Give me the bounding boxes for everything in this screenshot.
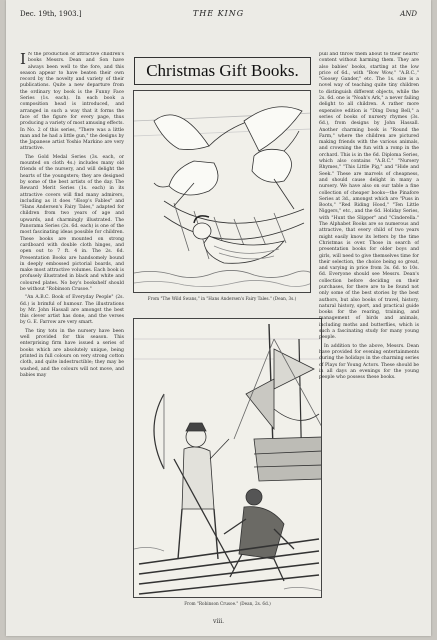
magazine-page xyxy=(6,0,431,636)
right-column xyxy=(319,52,419,602)
left-paragraph: The Gold Medal Series (3s. each, or mounted on cloth 4s.) includes many old friends of the nursery, and will delight the hearts of the youngsters; they are designed by some of the best artists of the day. The Reward Merit Series (1s. each) in its attractive covers will find many admirers, including as it does "Æsop's Fables" and "Hans Andersen's Fairy Tales," adapted for children from two years of age and upwards, and charmingly illustrated. The Panorama Series (2s. 6d. each) is one of the most fascinating ideas possible for children. These books are mounted on strong cardboard with double cloth hinges, and open out to 7 ft. 4 in. The 2s. 6d. Presentation Books are handsomely bound in deeply embossed pictorial boards, and make most attractive volumes. Each book is profusely illustrated in black and white and coloured plates. No boy's bookshelf should be without "Robinson Crusoe." xyxy=(20,154,124,292)
left-column xyxy=(20,52,124,602)
robinson-crusoe-illustration xyxy=(133,318,322,598)
wild-swans-illustration xyxy=(133,90,311,293)
wild-swans-caption: From "The Wild Swans," in "Hans Andersen's Fairy Tales." (Dean, 3s.) xyxy=(147,296,297,301)
drop-cap: I xyxy=(20,52,26,68)
left-paragraph: N the production of attractive children's books Messrs. Dean and Son have always been well to the fore, and this season appear to have beaten their own record by the novelty and variety of their publications. Quite a new departure from the ordinary toy book is the Funny Face Series (1s. each). In each book a composition head is introduced, and arranged in such a way that it forms the face of the figure for every page, thus producing a variety of most amusing effects. In No. 2 of this series, "There was a little man and he had a little gun," the designs by the Japanese artist Yoshio Markino are very attractive. xyxy=(20,52,124,152)
page-number: viii. xyxy=(212,618,225,625)
left-paragraph: The tiny tots in the nursery have been well provided for this season. This enterprising firm have issued a series of books which are absolutely unique, being printed in full colours on very strong cotton cloth, and quite indestructible; they may be washed, and the colours will not move, and babies may xyxy=(20,328,124,378)
robinson-crusoe-caption: From "Robinson Crusoe." (Dean, 2s. 6d.) xyxy=(184,601,271,606)
wild-swans-drawing xyxy=(134,91,311,293)
right-paragraph: pull and throw them about to their hearts' content without harming them. They are also babies' books, starting at the low price of 6d., with "Bow Wow," "A.B.C.," "Goosey Gander," etc. The 1s. size is a novel way of teaching quite tiny children to distinguish different objects, while the 2s. 6d. one is "Noah's Ark," a never failing delight to all children. A rather more expensive edition is "Ding Dong Bell," a series of books of nursery rhymes (3s. 6d.), from designs by John Hassall. Another charming book is "Round the Farm," where the children are pictured making friends with the various animals, and crowning the fun with a romp in the orchard. This is in the 6d. Diploma Series, which also contains "A.B.C." "Nursery Rhymes," "This Little Pig," and "Hide and Seek." These are marvels of cheapness, and should cause delight in many a nursery. We have also on our table a fine collection of cheaper books—the Pinafore Series at 3d., amongst which are "Puss in Boots," "Red Riding Hood," "Ten Little Niggers," etc., and the 6d. Holiday Series, with "Hunt the Slipper" and "Cinderella." The Alphabet Books are so numerous and attractive, that every child of two years might easily know its letters by the time Christmas is over. Those in search of presentation books for older boys and girls, will need to give themselves time for their selection, the choice being so great, and varying in price from 3s. 6d. to 10s. 6d. Everyone should see Messrs. Dean's collection before deciding on their purchases, for there are to be found not only some of the best stories by the best authors, but also books of travel, history, natural history, sport, and practical guide books for the rearing, training, and management of birds and animals, including moths and butterflies, which is such a fascinating study for many young people. xyxy=(319,52,419,341)
left-paragraph: "An A.B.C. Book of Everyday People" (2s. 6d.) is brimful of humour. The illustrations by Mr. John Hassall are amongst the best this clever artist has done, and the verses by G. E. Farrow are very smart. xyxy=(20,295,124,326)
right-paragraph: In addition to the above, Messrs. Dean have provided for evening entertainments during the holidays in the charming series of Plays for Young Actors. These should be in all days an evenings for the young people who possess these books. xyxy=(319,343,419,381)
header-date: Dec. 19th, 1903.] xyxy=(20,10,82,18)
header-title: THE KING xyxy=(192,9,245,18)
article-heading-box xyxy=(134,57,311,85)
article-heading: Christmas Gift Books. xyxy=(146,61,299,80)
header-right: AND xyxy=(400,10,417,18)
robinson-crusoe-drawing xyxy=(134,319,322,598)
page-header xyxy=(6,8,431,22)
